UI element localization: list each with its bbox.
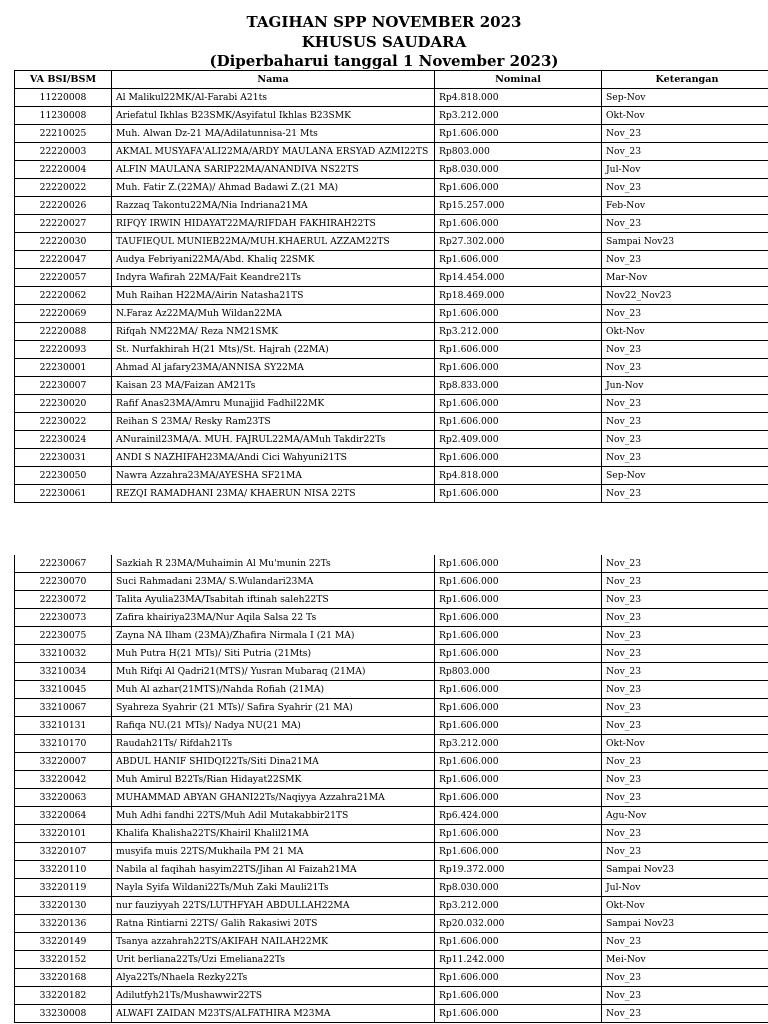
table-row bbox=[15, 485, 768, 503]
va-cell: 33220064 bbox=[15, 807, 112, 825]
nominal-cell: Rp11.242.000 bbox=[435, 951, 602, 969]
va-cell: 33220007 bbox=[15, 753, 112, 771]
va-cell: 22230070 bbox=[15, 573, 112, 591]
nama-cell: Raudah21Ts/ Rifdah21Ts bbox=[112, 735, 435, 753]
nominal-cell: Rp1.606.000 bbox=[435, 359, 602, 377]
va-cell: 33220149 bbox=[15, 933, 112, 951]
keterangan-cell: Nov_23 bbox=[602, 125, 768, 143]
keterangan-cell: Nov_23 bbox=[602, 699, 768, 717]
table-row bbox=[15, 215, 768, 233]
nominal-cell: Rp27.302.000 bbox=[435, 233, 602, 251]
va-cell: 33210032 bbox=[15, 645, 112, 663]
nama-cell: St. Nurfakhirah H(21 Mts)/St. Hajrah (22MA) bbox=[112, 341, 435, 359]
keterangan-cell: Nov_23 bbox=[602, 251, 768, 269]
nominal-cell: Rp803.000 bbox=[435, 143, 602, 161]
table-row bbox=[15, 323, 768, 341]
va-cell: 22230050 bbox=[15, 467, 112, 485]
nominal-cell: Rp1.606.000 bbox=[435, 305, 602, 323]
nominal-cell: Rp4.818.000 bbox=[435, 89, 602, 107]
table-row bbox=[15, 987, 768, 1005]
table-row bbox=[15, 377, 768, 395]
nama-cell: Syahreza Syahrir (21 MTs)/ Safira Syahrir (21 MA) bbox=[112, 699, 435, 717]
va-cell: 22230022 bbox=[15, 413, 112, 431]
keterangan-cell: Nov_23 bbox=[602, 555, 768, 573]
nama-cell: Nayla Syifa Wildani22Ts/Muh Zaki Mauli21Ts bbox=[112, 879, 435, 897]
keterangan-cell: Nov_23 bbox=[602, 645, 768, 663]
table-row bbox=[15, 609, 768, 627]
nominal-cell: Rp1.606.000 bbox=[435, 843, 602, 861]
va-cell: 22230020 bbox=[15, 395, 112, 413]
table-row bbox=[15, 843, 768, 861]
nominal-cell: Rp1.606.000 bbox=[435, 125, 602, 143]
table-row bbox=[15, 431, 768, 449]
table-row bbox=[15, 197, 768, 215]
nama-cell: Rafif Anas23MA/Amru Munajjid Fadhil22MK bbox=[112, 395, 435, 413]
va-cell: 22220047 bbox=[15, 251, 112, 269]
nominal-cell: Rp1.606.000 bbox=[435, 753, 602, 771]
nama-cell: Indyra Wafirah 22MA/Fait Keandre21Ts bbox=[112, 269, 435, 287]
va-cell: 11230008 bbox=[15, 107, 112, 125]
table-row bbox=[15, 467, 768, 485]
nominal-cell: Rp20.032.000 bbox=[435, 915, 602, 933]
title-line-3: (Diperbaharui tanggal 1 November 2023) bbox=[209, 52, 559, 70]
table-row bbox=[15, 969, 768, 987]
va-cell: 33220107 bbox=[15, 843, 112, 861]
keterangan-cell: Nov_23 bbox=[602, 609, 768, 627]
keterangan-cell: Nov_23 bbox=[602, 341, 768, 359]
keterangan-cell: Nov_23 bbox=[602, 771, 768, 789]
nama-cell: Nabila al faqihah hasyim22TS/Jihan Al Faizah21MA bbox=[112, 861, 435, 879]
va-cell: 33220110 bbox=[15, 861, 112, 879]
nama-cell: REZQI RAMADHANI 23MA/ KHAERUN NISA 22TS bbox=[112, 485, 435, 503]
nominal-cell: Rp1.606.000 bbox=[435, 449, 602, 467]
va-cell: 22220062 bbox=[15, 287, 112, 305]
nominal-cell: Rp1.606.000 bbox=[435, 645, 602, 663]
table-row bbox=[15, 107, 768, 125]
va-cell: 33220182 bbox=[15, 987, 112, 1005]
title-line-2: KHUSUS SAUDARA bbox=[301, 33, 467, 51]
keterangan-cell: Feb-Nov bbox=[602, 197, 768, 215]
nama-cell: Adilutfyh21Ts/Mushawwir22TS bbox=[112, 987, 435, 1005]
nama-cell: Reihan S 23MA/ Resky Ram23TS bbox=[112, 413, 435, 431]
table-row bbox=[15, 555, 768, 573]
keterangan-cell: Mar-Nov bbox=[602, 269, 768, 287]
table-row bbox=[15, 897, 768, 915]
keterangan-cell: Nov_23 bbox=[602, 305, 768, 323]
keterangan-cell: Nov_23 bbox=[602, 431, 768, 449]
keterangan-cell: Jul-Nov bbox=[602, 879, 768, 897]
column-header-nama: Nama bbox=[112, 71, 435, 89]
keterangan-cell: Nov_23 bbox=[602, 663, 768, 681]
title-line-1: TAGIHAN SPP NOVEMBER 2023 bbox=[246, 13, 522, 31]
va-cell: 22220030 bbox=[15, 233, 112, 251]
table-row bbox=[15, 627, 768, 645]
table-row bbox=[15, 933, 768, 951]
keterangan-cell: Nov22_Nov23 bbox=[602, 287, 768, 305]
keterangan-cell: Nov_23 bbox=[602, 681, 768, 699]
table-row bbox=[15, 681, 768, 699]
va-cell: 33220063 bbox=[15, 789, 112, 807]
va-cell: 22220004 bbox=[15, 161, 112, 179]
nominal-cell: Rp1.606.000 bbox=[435, 179, 602, 197]
keterangan-cell: Sampai Nov23 bbox=[602, 915, 768, 933]
va-cell: 22220003 bbox=[15, 143, 112, 161]
va-cell: 33220168 bbox=[15, 969, 112, 987]
va-cell: 33220152 bbox=[15, 951, 112, 969]
nominal-cell: Rp1.606.000 bbox=[435, 215, 602, 233]
nama-cell: Urit berliana22Ts/Uzi Emeliana22Ts bbox=[112, 951, 435, 969]
keterangan-cell: Okt-Nov bbox=[602, 107, 768, 125]
va-cell: 22230072 bbox=[15, 591, 112, 609]
keterangan-cell: Nov_23 bbox=[602, 215, 768, 233]
nama-cell: TAUFIEQUL MUNIEB22MA/MUH.KHAERUL AZZAM22TS bbox=[112, 233, 435, 251]
table-body-part-1 bbox=[15, 89, 768, 503]
table-row bbox=[15, 179, 768, 197]
nama-cell: ANurainil23MA/A. MUH. FAJRUL22MA/AMuh Takdir22Ts bbox=[112, 431, 435, 449]
table-row bbox=[15, 125, 768, 143]
nama-cell: musyifa muis 22TS/Mukhaila PM 21 MA bbox=[112, 843, 435, 861]
nama-cell: RIFQY IRWIN HIDAYAT22MA/RIFDAH FAKHIRAH22TS bbox=[112, 215, 435, 233]
nama-cell: Ariefatul Ikhlas B23SMK/Asyifatul Ikhlas B23SMK bbox=[112, 107, 435, 125]
va-cell: 22230001 bbox=[15, 359, 112, 377]
va-cell: 33230008 bbox=[15, 1005, 112, 1023]
va-cell: 22220057 bbox=[15, 269, 112, 287]
va-cell: 33220042 bbox=[15, 771, 112, 789]
nominal-cell: Rp2.409.000 bbox=[435, 431, 602, 449]
va-cell: 11220008 bbox=[15, 89, 112, 107]
keterangan-cell: Nov_23 bbox=[602, 627, 768, 645]
va-cell: 33220119 bbox=[15, 879, 112, 897]
nama-cell: Audya Febriyani22MA/Abd. Khaliq 22SMK bbox=[112, 251, 435, 269]
va-cell: 22230075 bbox=[15, 627, 112, 645]
table-row bbox=[15, 735, 768, 753]
keterangan-cell: Nov_23 bbox=[602, 449, 768, 467]
table-row bbox=[15, 161, 768, 179]
nominal-cell: Rp1.606.000 bbox=[435, 591, 602, 609]
keterangan-cell: Sep-Nov bbox=[602, 467, 768, 485]
nominal-cell: Rp4.818.000 bbox=[435, 467, 602, 485]
table-row bbox=[15, 951, 768, 969]
table-row bbox=[15, 1005, 768, 1023]
va-cell: 22220027 bbox=[15, 215, 112, 233]
billing-table-part-1 bbox=[14, 70, 768, 503]
table-header-row bbox=[15, 71, 768, 89]
table-row bbox=[15, 305, 768, 323]
keterangan-cell: Nov_23 bbox=[602, 717, 768, 735]
va-cell: 22230024 bbox=[15, 431, 112, 449]
keterangan-cell: Nov_23 bbox=[602, 395, 768, 413]
nominal-cell: Rp1.606.000 bbox=[435, 987, 602, 1005]
nominal-cell: Rp1.606.000 bbox=[435, 485, 602, 503]
nominal-cell: Rp1.606.000 bbox=[435, 825, 602, 843]
nama-cell: Zafira khairiya23MA/Nur Aqila Salsa 22 Ts bbox=[112, 609, 435, 627]
nama-cell: MUHAMMAD ABYAN GHANI22Ts/Naqiyya Azzahra21MA bbox=[112, 789, 435, 807]
nama-cell: Al Malikul22MK/Al-Farabi A21ts bbox=[112, 89, 435, 107]
va-cell: 33220130 bbox=[15, 897, 112, 915]
nama-cell: Muh Putra H(21 MTs)/ Siti Putria (21Mts) bbox=[112, 645, 435, 663]
nama-cell: Ahmad Al jafary23MA/ANNISA SY22MA bbox=[112, 359, 435, 377]
keterangan-cell: Jul-Nov bbox=[602, 161, 768, 179]
va-cell: 22210025 bbox=[15, 125, 112, 143]
nama-cell: nur fauziyyah 22TS/LUTHFYAH ABDULLAH22MA bbox=[112, 897, 435, 915]
nama-cell: Rifqah NM22MA/ Reza NM21SMK bbox=[112, 323, 435, 341]
nama-cell: N.Faraz Az22MA/Muh Wildan22MA bbox=[112, 305, 435, 323]
keterangan-cell: Nov_23 bbox=[602, 987, 768, 1005]
nama-cell: AKMAL MUSYAFA'ALI22MA/ARDY MAULANA ERSYAD AZMI22TS bbox=[112, 143, 435, 161]
nominal-cell: Rp19.372.000 bbox=[435, 861, 602, 879]
nominal-cell: Rp1.606.000 bbox=[435, 681, 602, 699]
va-cell: 22220026 bbox=[15, 197, 112, 215]
nominal-cell: Rp1.606.000 bbox=[435, 933, 602, 951]
nama-cell: Tsanya azzahrah22TS/AKIFAH NAILAH22MK bbox=[112, 933, 435, 951]
va-cell: 33220136 bbox=[15, 915, 112, 933]
column-header-va: VA BSI/BSM bbox=[15, 71, 112, 89]
keterangan-cell: Sampai Nov23 bbox=[602, 233, 768, 251]
va-cell: 22220069 bbox=[15, 305, 112, 323]
nama-cell: Alya22Ts/Nhaela Rezky22Ts bbox=[112, 969, 435, 987]
nama-cell: Khalifa Khalisha22TS/Khairil Khalil21MA bbox=[112, 825, 435, 843]
nama-cell: ANDI S NAZHIFAH23MA/Andi Cici Wahyuni21TS bbox=[112, 449, 435, 467]
nominal-cell: Rp1.606.000 bbox=[435, 699, 602, 717]
keterangan-cell: Sampai Nov23 bbox=[602, 861, 768, 879]
nominal-cell: Rp1.606.000 bbox=[435, 717, 602, 735]
nominal-cell: Rp1.606.000 bbox=[435, 609, 602, 627]
va-cell: 22220088 bbox=[15, 323, 112, 341]
keterangan-cell: Nov_23 bbox=[602, 573, 768, 591]
keterangan-cell: Nov_23 bbox=[602, 933, 768, 951]
keterangan-cell: Nov_23 bbox=[602, 969, 768, 987]
keterangan-cell: Nov_23 bbox=[602, 413, 768, 431]
table-row bbox=[15, 449, 768, 467]
table-row bbox=[15, 413, 768, 431]
table-row bbox=[15, 287, 768, 305]
nominal-cell: Rp3.212.000 bbox=[435, 323, 602, 341]
nominal-cell: Rp8.030.000 bbox=[435, 879, 602, 897]
table-row bbox=[15, 879, 768, 897]
va-cell: 22220093 bbox=[15, 341, 112, 359]
table-row bbox=[15, 915, 768, 933]
nama-cell: Ratna Rintiarni 22TS/ Galih Rakasiwi 20TS bbox=[112, 915, 435, 933]
nominal-cell: Rp1.606.000 bbox=[435, 341, 602, 359]
nominal-cell: Rp6.424.000 bbox=[435, 807, 602, 825]
keterangan-cell: Nov_23 bbox=[602, 485, 768, 503]
table-row bbox=[15, 771, 768, 789]
nominal-cell: Rp8.030.000 bbox=[435, 161, 602, 179]
nominal-cell: Rp3.212.000 bbox=[435, 735, 602, 753]
nama-cell: Kaisan 23 MA/Faizan AM21Ts bbox=[112, 377, 435, 395]
table-row bbox=[15, 717, 768, 735]
nominal-cell: Rp1.606.000 bbox=[435, 413, 602, 431]
nama-cell: Muh Rifqi Al Qadri21(MTS)/ Yusran Mubaraq (21MA) bbox=[112, 663, 435, 681]
table-row bbox=[15, 753, 768, 771]
table-row bbox=[15, 359, 768, 377]
nama-cell: Sazkiah R 23MA/Muhaimin Al Mu'munin 22Ts bbox=[112, 555, 435, 573]
va-cell: 33210067 bbox=[15, 699, 112, 717]
va-cell: 22220022 bbox=[15, 179, 112, 197]
table-row bbox=[15, 699, 768, 717]
va-cell: 33220101 bbox=[15, 825, 112, 843]
nama-cell: ALWAFI ZAIDAN M23TS/ALFATHIRA M23MA bbox=[112, 1005, 435, 1023]
nominal-cell: Rp3.212.000 bbox=[435, 897, 602, 915]
va-cell: 33210045 bbox=[15, 681, 112, 699]
keterangan-cell: Jun-Nov bbox=[602, 377, 768, 395]
nama-cell: Muh Al azhar(21MTS)/Nahda Rofiah (21MA) bbox=[112, 681, 435, 699]
nama-cell: Muh Raihan H22MA/Airin Natasha21TS bbox=[112, 287, 435, 305]
nama-cell: Suci Rahmadani 23MA/ S.Wulandari23MA bbox=[112, 573, 435, 591]
keterangan-cell: Nov_23 bbox=[602, 843, 768, 861]
table-row bbox=[15, 789, 768, 807]
nominal-cell: Rp1.606.000 bbox=[435, 627, 602, 645]
nominal-cell: Rp8.833.000 bbox=[435, 377, 602, 395]
billing-table-part-2 bbox=[14, 555, 768, 1023]
keterangan-cell: Nov_23 bbox=[602, 359, 768, 377]
nominal-cell: Rp1.606.000 bbox=[435, 1005, 602, 1023]
table-row bbox=[15, 269, 768, 287]
nama-cell: ALFIN MAULANA SARIP22MA/ANANDIVA NS22TS bbox=[112, 161, 435, 179]
va-cell: 33210131 bbox=[15, 717, 112, 735]
table-row bbox=[15, 341, 768, 359]
table-row bbox=[15, 233, 768, 251]
keterangan-cell: Nov_23 bbox=[602, 179, 768, 197]
nominal-cell: Rp1.606.000 bbox=[435, 573, 602, 591]
nama-cell: ABDUL HANIF SHIDQI22Ts/Siti Dina21MA bbox=[112, 753, 435, 771]
nominal-cell: Rp1.606.000 bbox=[435, 789, 602, 807]
table-row bbox=[15, 645, 768, 663]
nama-cell: Talita Ayulia23MA/Tsabitah iftinah saleh22TS bbox=[112, 591, 435, 609]
nama-cell: Muh. Alwan Dz-21 MA/Adilatunnisa-21 Mts bbox=[112, 125, 435, 143]
table-row bbox=[15, 663, 768, 681]
keterangan-cell: Okt-Nov bbox=[602, 897, 768, 915]
nominal-cell: Rp803.000 bbox=[435, 663, 602, 681]
nama-cell: Nawra Azzahra23MA/AYESHA SF21MA bbox=[112, 467, 435, 485]
va-cell: 22230061 bbox=[15, 485, 112, 503]
va-cell: 33210170 bbox=[15, 735, 112, 753]
keterangan-cell: Nov_23 bbox=[602, 143, 768, 161]
nominal-cell: Rp1.606.000 bbox=[435, 251, 602, 269]
table-row bbox=[15, 89, 768, 107]
keterangan-cell: Okt-Nov bbox=[602, 735, 768, 753]
table-row bbox=[15, 825, 768, 843]
nama-cell: Razzaq Takontu22MA/Nia Indriana21MA bbox=[112, 197, 435, 215]
va-cell: 22230067 bbox=[15, 555, 112, 573]
keterangan-cell: Nov_23 bbox=[602, 591, 768, 609]
nominal-cell: Rp1.606.000 bbox=[435, 771, 602, 789]
table-row bbox=[15, 573, 768, 591]
keterangan-cell: Nov_23 bbox=[602, 1005, 768, 1023]
column-header-nominal: Nominal bbox=[435, 71, 602, 89]
nominal-cell: Rp18.469.000 bbox=[435, 287, 602, 305]
keterangan-cell: Mei-Nov bbox=[602, 951, 768, 969]
table-body-part-2 bbox=[15, 555, 768, 1023]
nama-cell: Zayna NA Ilham (23MA)/Zhafira Nirmala I (21 MA) bbox=[112, 627, 435, 645]
nama-cell: Muh Amirul B22Ts/Rian Hidayat22SMK bbox=[112, 771, 435, 789]
va-cell: 22230073 bbox=[15, 609, 112, 627]
nominal-cell: Rp1.606.000 bbox=[435, 395, 602, 413]
table-row bbox=[15, 251, 768, 269]
table-row bbox=[15, 395, 768, 413]
nominal-cell: Rp1.606.000 bbox=[435, 969, 602, 987]
table-row bbox=[15, 861, 768, 879]
nominal-cell: Rp15.257.000 bbox=[435, 197, 602, 215]
keterangan-cell: Nov_23 bbox=[602, 753, 768, 771]
table-row bbox=[15, 591, 768, 609]
column-header-keterangan: Keterangan bbox=[602, 71, 768, 89]
nominal-cell: Rp14.454.000 bbox=[435, 269, 602, 287]
table-row bbox=[15, 807, 768, 825]
va-cell: 33210034 bbox=[15, 663, 112, 681]
keterangan-cell: Sep-Nov bbox=[602, 89, 768, 107]
keterangan-cell: Agu-Nov bbox=[602, 807, 768, 825]
keterangan-cell: Nov_23 bbox=[602, 825, 768, 843]
va-cell: 22230007 bbox=[15, 377, 112, 395]
table-row bbox=[15, 143, 768, 161]
nominal-cell: Rp1.606.000 bbox=[435, 555, 602, 573]
nama-cell: Muh. Fatir Z.(22MA)/ Ahmad Badawi Z.(21 MA) bbox=[112, 179, 435, 197]
keterangan-cell: Okt-Nov bbox=[602, 323, 768, 341]
va-cell: 22230031 bbox=[15, 449, 112, 467]
keterangan-cell: Nov_23 bbox=[602, 789, 768, 807]
nama-cell: Rafiqa NU.(21 MTs)/ Nadya NU(21 MA) bbox=[112, 717, 435, 735]
nama-cell: Muh Adhi fandhi 22TS/Muh Adil Mutakabbir21TS bbox=[112, 807, 435, 825]
nominal-cell: Rp3.212.000 bbox=[435, 107, 602, 125]
